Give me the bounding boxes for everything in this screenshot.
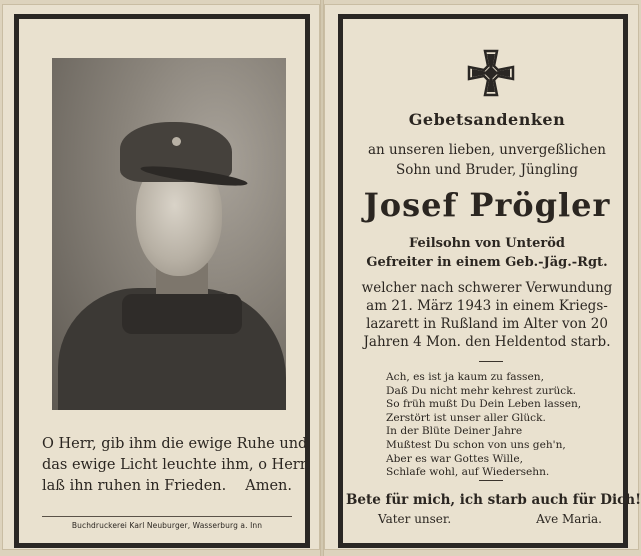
poem-line: So früh mußt Du Dein Leben lassen, xyxy=(386,398,582,411)
printer-imprint: Buchdruckerei Karl Neuburger, Wasserburg a. Inn xyxy=(42,516,292,530)
death-line: Jahren 4 Mon. den Heldentod starb. xyxy=(363,334,611,350)
military-rank: Gefreiter in einem Geb.-Jäg.-Rgt. xyxy=(366,255,608,270)
dedication-line: Sohn und Bruder, Jüngling xyxy=(395,162,579,178)
prayer-line: das ewige Licht leuchte ihm, o Herr xyxy=(42,457,307,473)
poem-line: Daß Du nicht mehr kehrest zurück. xyxy=(386,384,577,397)
dedication-text xyxy=(346,140,628,180)
prayer-text xyxy=(42,434,308,497)
prayer-ave-maria: Ave Maria. xyxy=(536,512,602,526)
amen-text: Amen. xyxy=(245,478,292,494)
divider xyxy=(479,361,503,362)
death-notice xyxy=(346,279,628,351)
soldier-portrait-photo xyxy=(52,58,286,410)
poem-line: In der Blüte Deiner Jahre xyxy=(386,425,523,438)
poem-line: Aber es war Gottes Wille, xyxy=(386,452,523,465)
deceased-name: Josef Prögler xyxy=(363,186,611,224)
left-panel xyxy=(2,4,320,550)
prayer-requests xyxy=(378,512,602,526)
family-origin: Feilsohn von Unteröd xyxy=(409,236,565,251)
prayer-vater-unser: Vater unser. xyxy=(378,512,452,526)
memorial-poem xyxy=(386,371,616,480)
poem-line: Mußtest Du schon von uns geh'n, xyxy=(386,438,566,451)
card-title: Gebetsandenken xyxy=(408,110,566,129)
right-panel xyxy=(324,4,639,550)
death-line: lazarett in Rußland im Alter von 20 xyxy=(366,316,608,332)
closing-plea: Bete für mich, ich starb auch für Dich! xyxy=(346,492,641,508)
poem-line: Schlafe wohl, auf Wiedersehn. xyxy=(386,466,550,479)
death-line: welcher nach schwerer Verwundung xyxy=(361,280,613,296)
dedication-line: an unseren lieben, unvergeßlichen xyxy=(368,142,606,158)
poem-line: Zerstört ist unser aller Glück. xyxy=(386,411,546,424)
iron-cross-icon xyxy=(466,48,516,98)
poem-line: Ach, es ist ja kaum zu fassen, xyxy=(386,371,544,383)
prayer-last-line: laß ihn ruhen in Frieden. xyxy=(42,478,227,494)
divider xyxy=(479,480,503,481)
death-line: am 21. März 1943 in einem Kriegs- xyxy=(366,298,608,314)
prayer-line: O Herr, gib ihm die ewige Ruhe und xyxy=(42,436,308,452)
prayer-line xyxy=(42,476,300,497)
